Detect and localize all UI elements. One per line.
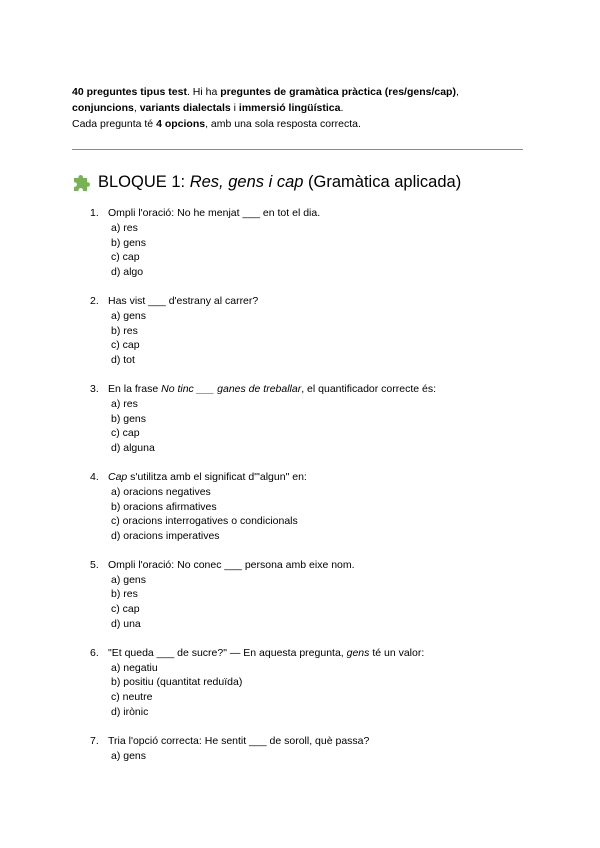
intro-line-2 bbox=[72, 100, 532, 116]
question-stem bbox=[108, 294, 258, 309]
question-plain-text: Has vist ___ d'estrany al carrer? bbox=[108, 294, 259, 307]
question-number: 1. bbox=[90, 207, 99, 219]
answer-option: c) cap bbox=[111, 251, 140, 264]
question-plain-text: "Et queda ___ de sucre?" — En aquesta pregunta, bbox=[108, 646, 347, 659]
intro-text: , amb una sola resposta correcta. bbox=[205, 118, 361, 130]
question-plain-text: Ompli l'oració: No conec ___ persona amb eixe nom. bbox=[108, 558, 355, 571]
heading-italic: Res, gens i cap bbox=[189, 172, 304, 191]
question-item bbox=[90, 470, 530, 543]
intro-text: Cada pregunta té bbox=[72, 118, 157, 130]
intro-text: i bbox=[230, 102, 239, 114]
question-stem bbox=[108, 382, 436, 397]
intro-bold-text: conjuncions bbox=[72, 102, 134, 114]
question-text bbox=[90, 382, 530, 397]
answer-option: b) gens bbox=[111, 236, 147, 249]
question-number: 4. bbox=[90, 470, 99, 483]
answer-option: a) gens bbox=[111, 309, 147, 322]
intro-text: . bbox=[340, 102, 344, 114]
question-text bbox=[90, 294, 530, 309]
question-item bbox=[90, 558, 530, 631]
question-list bbox=[90, 206, 530, 778]
question-number: 3. bbox=[90, 382, 99, 395]
question-number: 2. bbox=[90, 294, 99, 307]
answer-option: c) oracions interrogatives o condicionals bbox=[111, 515, 298, 528]
question-item bbox=[90, 294, 530, 367]
question-number: 6. bbox=[90, 646, 99, 659]
question-item bbox=[90, 734, 530, 764]
block-heading bbox=[72, 172, 461, 192]
answer-option: c) cap bbox=[111, 427, 140, 440]
intro-line-1 bbox=[72, 84, 532, 100]
question-text bbox=[90, 646, 530, 661]
question-number: 5. bbox=[90, 558, 99, 571]
answer-option: b) res bbox=[111, 324, 138, 337]
question-italic-text: No tinc ___ ganes de treballar bbox=[161, 382, 302, 395]
question-plain-text: té un valor: bbox=[369, 646, 425, 659]
answer-option: b) res bbox=[111, 588, 138, 601]
intro-line-3 bbox=[72, 116, 532, 132]
heading-prefix: BLOQUE 1: bbox=[98, 172, 186, 191]
question-italic-text: gens bbox=[346, 646, 370, 659]
question-plain-text: Tria l'opció correcta: He sentit ___ de soroll, què passa? bbox=[108, 734, 370, 747]
answer-option: d) una bbox=[111, 617, 141, 630]
answer-option: d) oracions imperatives bbox=[111, 529, 220, 542]
answer-option: a) res bbox=[111, 222, 138, 234]
question-stem bbox=[108, 206, 320, 221]
intro-bold-text: 4 opcions bbox=[156, 118, 206, 130]
question-text bbox=[90, 558, 530, 573]
question-item bbox=[90, 646, 530, 719]
intro-paragraph bbox=[72, 84, 532, 132]
puzzle-piece-icon bbox=[72, 172, 92, 192]
answer-option: d) tot bbox=[111, 353, 135, 366]
question-item bbox=[90, 206, 530, 279]
answer-option: a) oracions negatives bbox=[111, 485, 211, 498]
question-text bbox=[90, 470, 530, 485]
answer-option: b) oracions afirmatives bbox=[111, 500, 217, 513]
answer-option: b) gens bbox=[111, 412, 147, 425]
answer-option: c) cap bbox=[111, 339, 140, 352]
answer-option: a) res bbox=[111, 397, 138, 410]
intro-text: , bbox=[133, 102, 140, 114]
intro-bold-text: variants dialectals bbox=[139, 102, 231, 114]
answer-option: a) gens bbox=[111, 749, 147, 762]
answer-option: a) gens bbox=[111, 573, 147, 586]
question-stem bbox=[108, 734, 369, 749]
answer-option: a) negatiu bbox=[111, 661, 158, 674]
question-plain-text: s'utilitza amb el significat d'"algun" en: bbox=[127, 470, 307, 483]
answer-option: c) neutre bbox=[111, 691, 153, 704]
intro-bold-text: 40 preguntes tipus test bbox=[72, 86, 187, 98]
question-italic-text: Cap bbox=[108, 470, 128, 483]
question-plain-text: Ompli l'oració: No he menjat ___ en tot el dia. bbox=[108, 207, 321, 219]
intro-bold-text: preguntes de gramàtica pràctica (res/gens/cap) bbox=[220, 86, 456, 98]
answer-option: b) positiu (quantitat reduïda) bbox=[111, 676, 243, 689]
intro-text: , bbox=[455, 86, 459, 98]
question-stem bbox=[108, 646, 424, 661]
question-text bbox=[90, 206, 530, 221]
question-stem bbox=[108, 470, 307, 485]
answer-option: d) algo bbox=[111, 265, 144, 278]
intro-text: . Hi ha bbox=[186, 86, 221, 98]
question-plain-text: En la frase bbox=[108, 382, 162, 395]
answer-option: d) alguna bbox=[111, 441, 155, 454]
question-text bbox=[90, 734, 530, 749]
intro-bold-text: immersió lingüística bbox=[238, 102, 341, 114]
question-stem bbox=[108, 558, 355, 573]
heading-suffix: (Gramàtica aplicada) bbox=[308, 172, 462, 191]
answer-option: d) irònic bbox=[111, 705, 149, 718]
horizontal-divider bbox=[72, 149, 523, 150]
question-item bbox=[90, 382, 530, 455]
question-number: 7. bbox=[90, 734, 99, 747]
question-plain-text: , el quantificador correcte és: bbox=[301, 382, 437, 395]
answer-option: c) cap bbox=[111, 603, 140, 616]
